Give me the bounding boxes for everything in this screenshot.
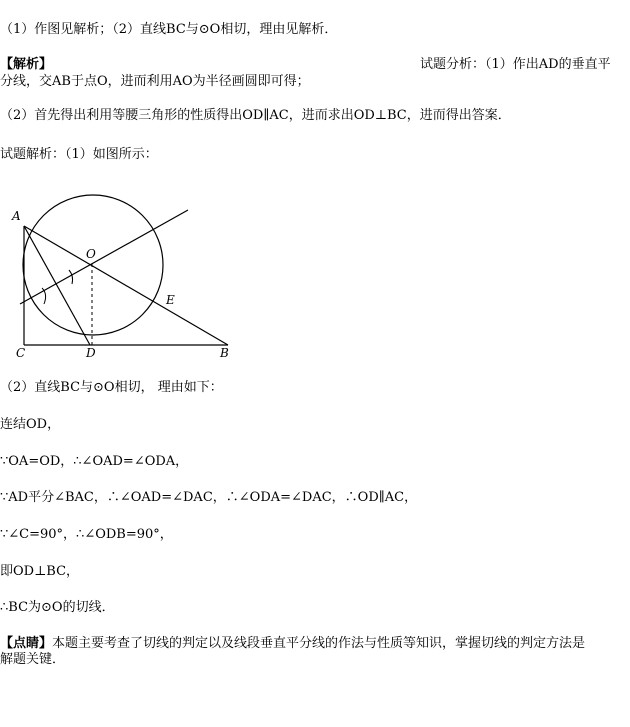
proof-line-1: （2）直线BC与⊙O相切， 理由如下： — [0, 380, 223, 395]
segment-ad — [24, 226, 90, 345]
analysis-line-3: （2）首先得出利用等腰三角形的性质得出OD∥AC，进而求出OD⊥BC，进而得出答案． — [0, 108, 511, 123]
comment-label: 【点睛】 — [0, 636, 53, 651]
analysis-line-2: 分线，交AB于点O，进而利用AO为半径画圆即可得； — [0, 74, 310, 89]
comment-text-1: 本题主要考查了切线的判定以及线段垂直平分线的作法与性质等知识，掌握切线的判定方法是 — [52, 636, 586, 651]
comment-line-1 — [0, 636, 585, 652]
answer-line: （1）作图见解析；（2）直线BC与⊙O相切，理由见解析． — [0, 22, 338, 37]
construction-arc-upper — [69, 270, 73, 284]
solution-intro: 试题解析：（1）如图所示： — [0, 147, 158, 162]
proof-line-5: ∵∠C=90°，∴∠ODB=90°， — [0, 527, 173, 542]
comment-line-2: 解题关键． — [0, 652, 66, 667]
label-o: O — [86, 247, 96, 261]
proof-line-7: ∴BC为⊙O的切线． — [0, 600, 115, 615]
label-c: C — [16, 346, 26, 360]
label-d: D — [86, 346, 96, 360]
proof-line-2: 连结OD， — [0, 417, 61, 432]
label-b: B — [220, 346, 229, 360]
proof-line-3: ∵OA=OD，∴∠OAD=∠ODA， — [0, 454, 189, 469]
circle-o — [23, 195, 163, 335]
proof-line-4: ∵AD平分∠BAC，∴∠OAD=∠DAC，∴∠ODA=∠DAC，∴OD∥AC， — [0, 490, 418, 505]
analysis-header: 【解析】 — [0, 57, 53, 72]
proof-line-6: 即OD⊥BC， — [0, 564, 80, 579]
label-a: A — [12, 209, 21, 223]
analysis-side-title: 试题分析：（1）作出AD的垂直平 — [420, 57, 611, 72]
geometry-figure — [6, 180, 246, 360]
label-e: E — [166, 293, 175, 307]
